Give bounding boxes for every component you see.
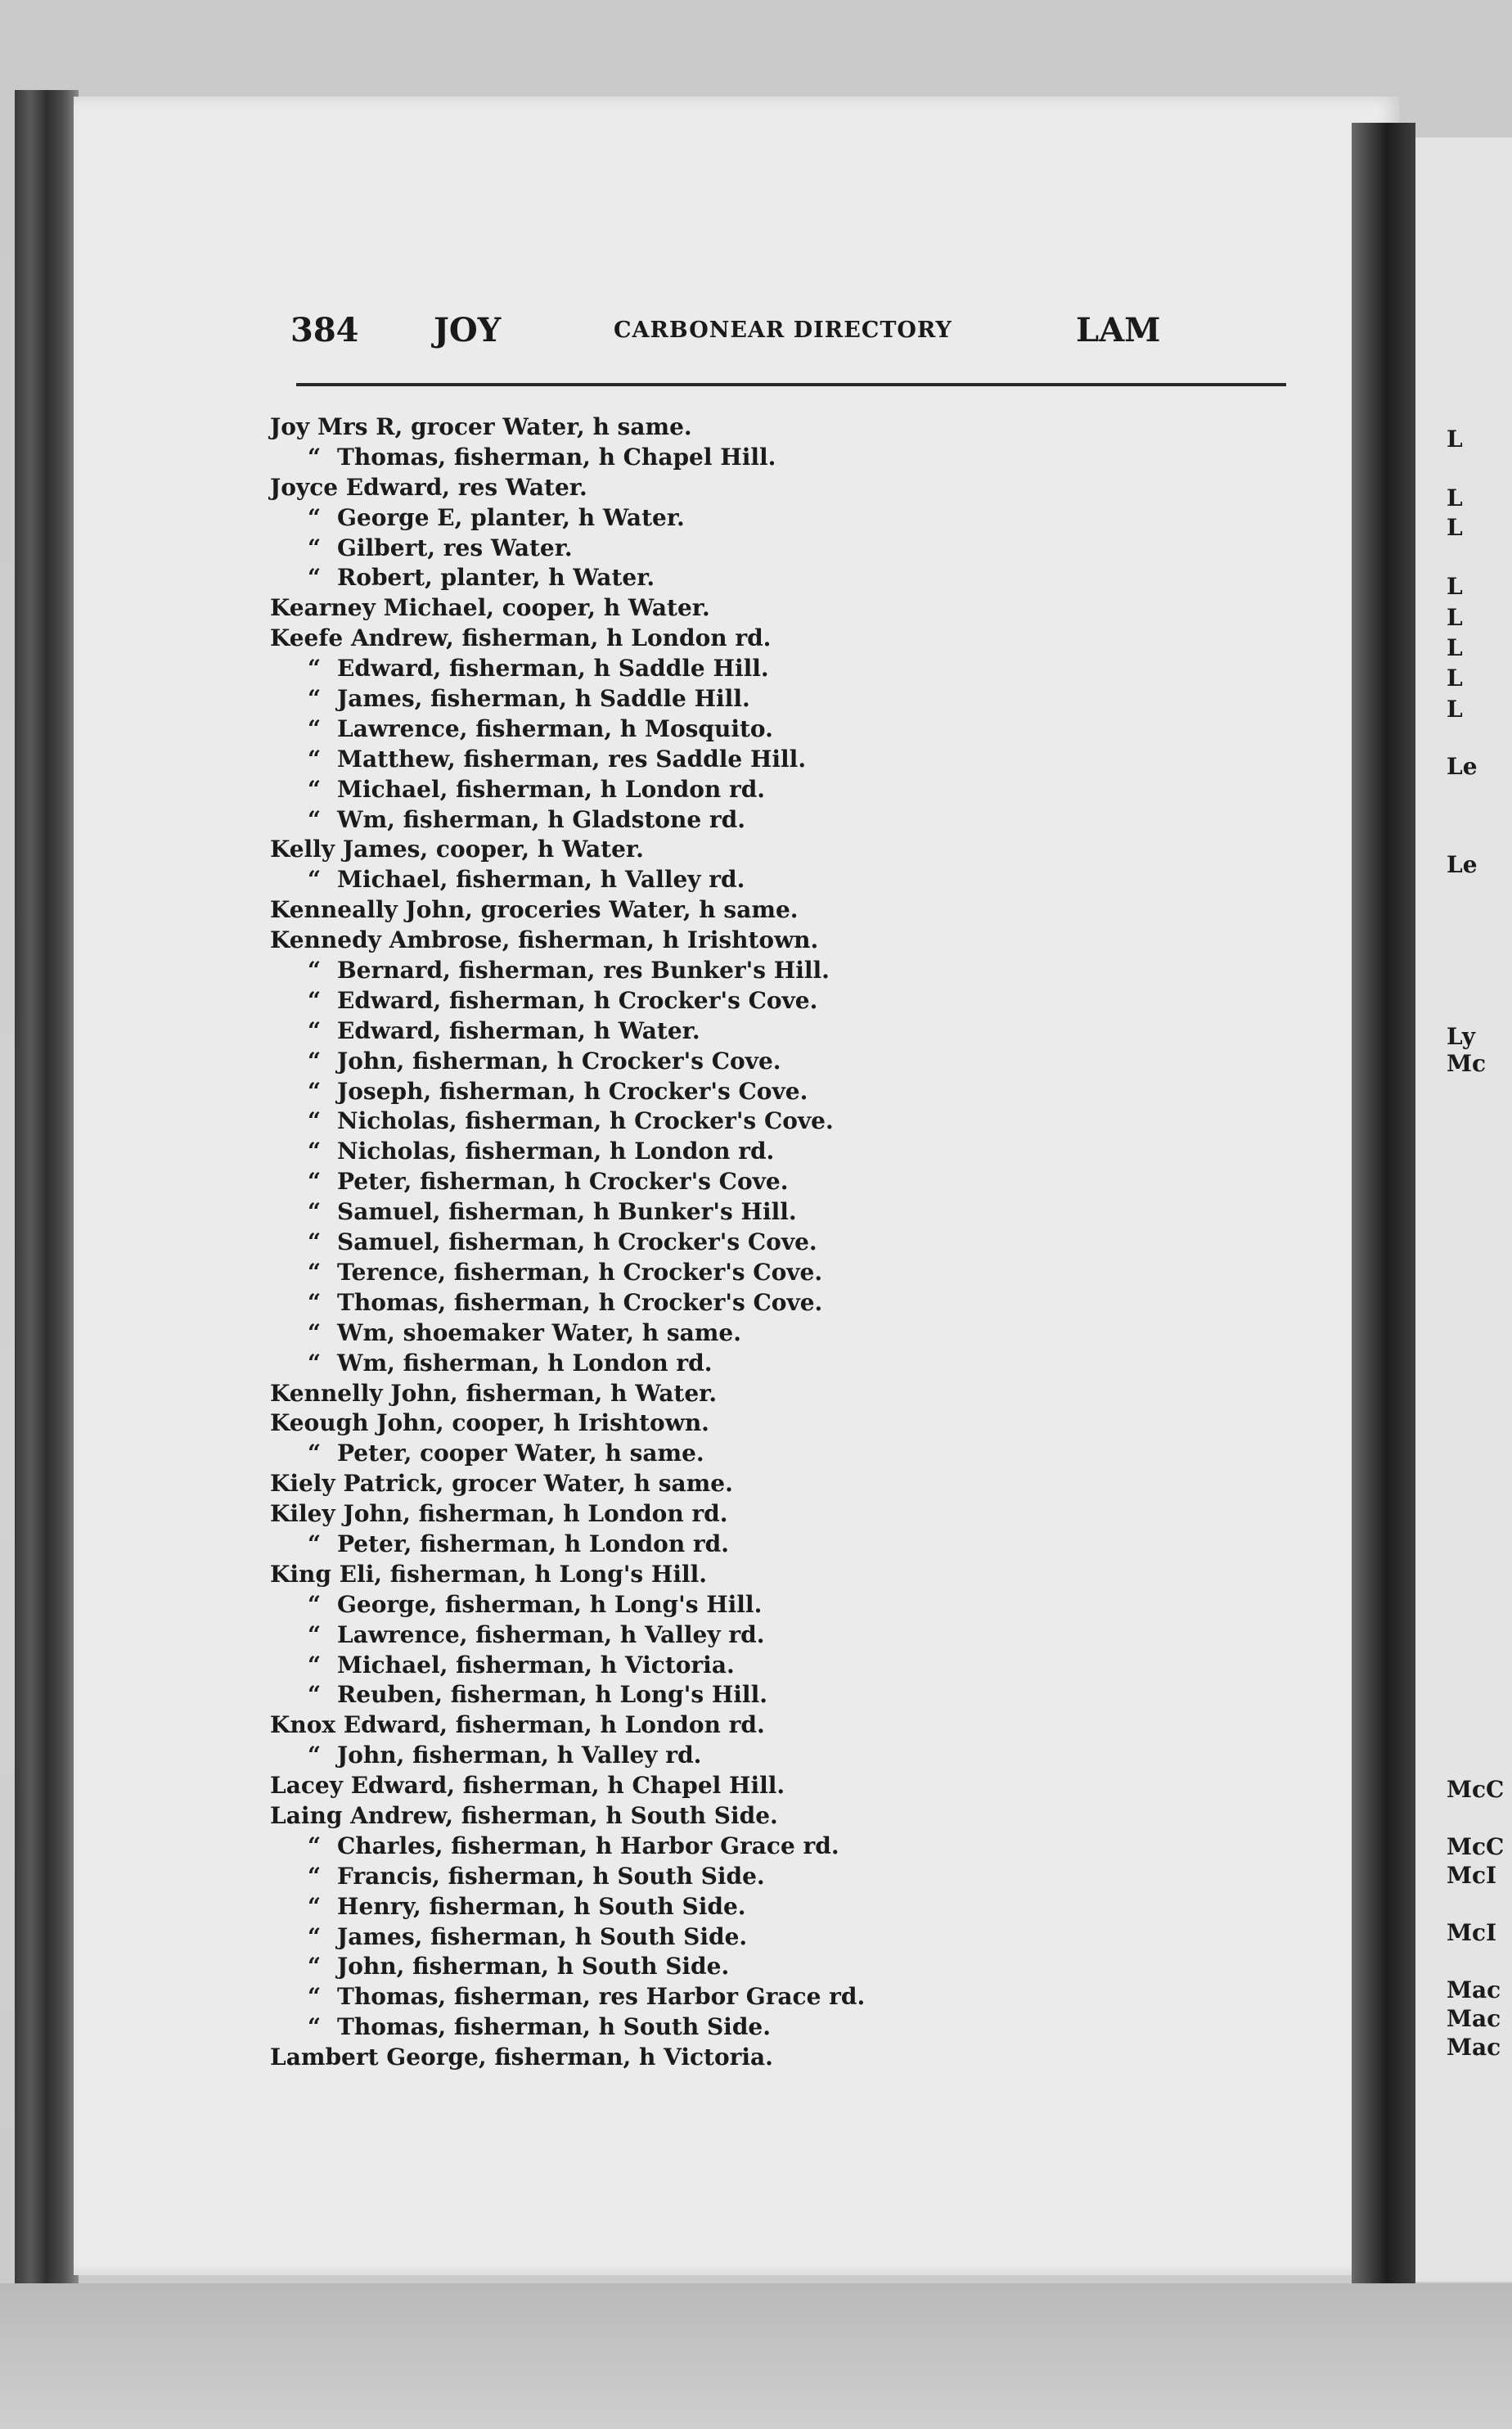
directory-entry: [270, 1469, 925, 1499]
entry-text: John, fisherman, h Crocker's Cove.: [337, 1047, 781, 1075]
entry-text: Joyce Edward, res Water.: [270, 473, 587, 501]
directory-entry: [270, 1862, 925, 1892]
ditto-mark: “: [308, 1077, 322, 1105]
facing-page-fragment: Mac: [1447, 2034, 1501, 2061]
entry-text: Thomas, fisherman, h Crocker's Cove.: [337, 1288, 823, 1316]
entry-text: Lawrence, fisherman, h Mosquito.: [337, 714, 773, 742]
entry-text: Terence, fisherman, h Crocker's Cove.: [337, 1258, 823, 1286]
entry-text: Charles, fisherman, h Harbor Grace rd.: [337, 1832, 839, 1859]
ditto-mark: “: [308, 1983, 322, 2011]
directory-entry: [270, 745, 925, 775]
ditto-mark: “: [308, 1440, 322, 1467]
directory-entry: [270, 563, 925, 593]
facing-page-fragment: McC: [1447, 1776, 1505, 1803]
directory-entry: [270, 1741, 925, 1771]
entry-text: Edward, fisherman, h Crocker's Cove.: [337, 986, 818, 1014]
entry-text: Samuel, fisherman, h Crocker's Cove.: [337, 1228, 817, 1256]
facing-page-fragment: Mac: [1447, 2005, 1501, 2032]
ditto-mark: “: [308, 1198, 322, 1226]
directory-entry: [270, 593, 925, 624]
directory-entry: [270, 1137, 925, 1167]
ditto-mark: “: [308, 1742, 322, 1769]
directory-entry: [270, 412, 925, 443]
directory-entry: [270, 1288, 925, 1318]
ditto-mark: “: [308, 1681, 322, 1709]
ditto-mark: “: [308, 1288, 322, 1316]
book-edge: [15, 90, 79, 2283]
entry-text: James, fisherman, h South Side.: [337, 1922, 748, 1950]
facing-page-fragment: L: [1447, 573, 1463, 600]
entry-text: Lacey Edward, fisherman, h Chapel Hill.: [270, 1772, 785, 1800]
directory-entry: [270, 1258, 925, 1288]
facing-page-fragment: McI: [1447, 1919, 1497, 1946]
entry-text: King Eli, fisherman, h Long's Hill.: [270, 1560, 708, 1588]
entry-text: Michael, fisherman, h Valley rd.: [337, 866, 745, 894]
entry-text: John, fisherman, h Valley rd.: [337, 1742, 702, 1769]
directory-entry: [270, 1408, 925, 1439]
entry-text: Robert, planter, h Water.: [337, 564, 655, 592]
directory-entry: [270, 1922, 925, 1953]
bottom-shadow: [0, 2283, 1512, 2429]
directory-entry: [270, 473, 925, 503]
ditto-mark: “: [308, 1318, 322, 1346]
directory-entry: [270, 1832, 925, 1862]
ditto-mark: “: [308, 805, 322, 833]
directory-entry: [270, 624, 925, 654]
entry-text: Wm, shoemaker Water, h same.: [337, 1318, 741, 1346]
entry-text: Joseph, fisherman, h Crocker's Cove.: [337, 1077, 808, 1105]
directory-entry: [270, 654, 925, 684]
entry-text: Kelly James, cooper, h Water.: [270, 836, 644, 863]
entry-text: Reuben, fisherman, h Long's Hill.: [337, 1681, 767, 1709]
directory-entry: [270, 1228, 925, 1258]
directory-entry: [270, 684, 925, 714]
entry-text: Wm, fisherman, h Gladstone rd.: [337, 805, 745, 833]
directory-entry: [270, 1952, 925, 1982]
entry-text: Thomas, fisherman, h Chapel Hill.: [337, 443, 776, 471]
ditto-mark: “: [308, 443, 322, 471]
facing-page-fragment: L: [1447, 514, 1463, 541]
ditto-mark: “: [308, 1168, 322, 1196]
directory-title: CARBONEAR DIRECTORY: [614, 318, 952, 343]
facing-page-fragments: [1447, 0, 1512, 2429]
ditto-mark: “: [308, 1107, 322, 1135]
ditto-mark: “: [308, 714, 322, 742]
ditto-mark: “: [308, 1258, 322, 1286]
entry-text: Peter, fisherman, h Crocker's Cove.: [337, 1168, 789, 1196]
directory-entry: [270, 1590, 925, 1620]
ditto-mark: “: [308, 1651, 322, 1679]
ditto-mark: “: [308, 1862, 322, 1890]
ditto-mark: “: [308, 1138, 322, 1165]
directory-entry: [270, 1047, 925, 1077]
directory-entry: [270, 775, 925, 805]
entry-text: Francis, fisherman, h South Side.: [337, 1862, 765, 1890]
entry-text: Lawrence, fisherman, h Valley rd.: [337, 1620, 765, 1648]
directory-entry: [270, 1801, 925, 1832]
book-gutter: [1352, 123, 1415, 2283]
directory-entry: [270, 1560, 925, 1590]
directory-entry: [270, 986, 925, 1016]
directory-entry: [270, 534, 925, 564]
ditto-mark: “: [308, 655, 322, 683]
entry-text: Thomas, fisherman, h South Side.: [337, 2013, 771, 2041]
entry-text: Kennelly John, fisherman, h Water.: [270, 1379, 718, 1407]
directory-entry: [270, 1680, 925, 1710]
entry-text: Henry, fisherman, h South Side.: [337, 1892, 746, 1920]
directory-entry: [270, 1349, 925, 1379]
directory-entry: [270, 443, 925, 473]
entry-text: George E, planter, h Water.: [337, 503, 685, 531]
ditto-mark: “: [308, 1922, 322, 1950]
ditto-mark: “: [308, 745, 322, 773]
entry-text: Kiley John, fisherman, h London rd.: [270, 1500, 728, 1528]
entry-text: Michael, fisherman, h Victoria.: [337, 1651, 735, 1679]
entry-text: James, fisherman, h Saddle Hill.: [337, 685, 750, 713]
directory-entry: [270, 1620, 925, 1651]
directory-entry: [270, 1318, 925, 1349]
ditto-mark: “: [308, 1620, 322, 1648]
ditto-mark: “: [308, 503, 322, 531]
directory-entry: [270, 1710, 925, 1741]
directory-entry: [270, 1016, 925, 1047]
directory-entry: [270, 1379, 925, 1409]
entry-text: Michael, fisherman, h London rd.: [337, 775, 766, 803]
ditto-mark: “: [308, 1016, 322, 1044]
ditto-mark: “: [308, 534, 322, 561]
ditto-mark: “: [308, 1953, 322, 1981]
directory-entry: [270, 1077, 925, 1107]
entry-text: Keough John, cooper, h Irishtown.: [270, 1409, 709, 1437]
facing-page-fragment: Mac: [1447, 1976, 1501, 2003]
entry-text: Edward, fisherman, h Water.: [337, 1016, 700, 1044]
ditto-mark: “: [308, 1892, 322, 1920]
directory-entry: [270, 2043, 925, 2073]
entry-text: Laing Andrew, fisherman, h South Side.: [270, 1801, 778, 1829]
ditto-mark: “: [308, 1590, 322, 1618]
directory-entry: [270, 1499, 925, 1530]
ditto-mark: “: [308, 986, 322, 1014]
entry-text: Nicholas, fisherman, h London rd.: [337, 1138, 775, 1165]
ditto-mark: “: [308, 2013, 322, 2041]
entry-text: Kennedy Ambrose, fisherman, h Irishtown.: [270, 926, 819, 954]
facing-page-fragment: Le: [1447, 753, 1478, 780]
facing-page-fragment: L: [1447, 604, 1463, 631]
entry-text: Samuel, fisherman, h Bunker's Hill.: [337, 1198, 797, 1226]
ditto-mark: “: [308, 1832, 322, 1859]
entry-text: George, fisherman, h Long's Hill.: [337, 1590, 763, 1618]
entry-text: Lambert George, fisherman, h Victoria.: [270, 2044, 773, 2071]
ditto-mark: “: [308, 1228, 322, 1256]
directory-entry: [270, 1167, 925, 1197]
directory-entry: [270, 2012, 925, 2043]
facing-page-fragment: Ly: [1447, 1023, 1475, 1050]
directory-entry: [270, 1651, 925, 1681]
directory-entry: [270, 714, 925, 745]
ditto-mark: “: [308, 1530, 322, 1557]
entry-text: Wm, fisherman, h London rd.: [337, 1349, 713, 1377]
entry-text: John, fisherman, h South Side.: [337, 1953, 730, 1981]
guide-word-right: LAM: [1076, 311, 1161, 349]
entry-text: Peter, cooper Water, h same.: [337, 1440, 704, 1467]
entry-text: Thomas, fisherman, res Harbor Grace rd.: [337, 1983, 866, 2011]
facing-page-fragment: L: [1447, 426, 1463, 453]
directory-entry: [270, 503, 925, 534]
running-head: [290, 311, 1285, 360]
guide-word-left: JOY: [434, 311, 502, 349]
directory-entry: [270, 835, 925, 865]
directory-entry: [270, 1530, 925, 1560]
facing-page-fragment: L: [1447, 484, 1463, 511]
entry-text: Kearney Michael, cooper, h Water.: [270, 594, 710, 622]
directory-entry: [270, 865, 925, 895]
directory-entry: [270, 805, 925, 836]
ditto-mark: “: [308, 775, 322, 803]
facing-page-fragment: Le: [1447, 851, 1478, 878]
ditto-mark: “: [308, 1047, 322, 1075]
page-number: 384: [290, 311, 359, 349]
entry-text: Bernard, fisherman, res Bunker's Hill.: [337, 957, 830, 985]
ditto-mark: “: [308, 685, 322, 713]
directory-entry: [270, 926, 925, 956]
facing-page-fragment: L: [1447, 665, 1463, 692]
entry-text: Knox Edward, fisherman, h London rd.: [270, 1711, 765, 1739]
directory-entry: [270, 1439, 925, 1469]
directory-entry: [270, 1892, 925, 1922]
directory-entry: [270, 1771, 925, 1801]
entry-text: Kiely Patrick, grocer Water, h same.: [270, 1470, 733, 1498]
entry-text: Kenneally John, groceries Water, h same.: [270, 896, 799, 924]
ditto-mark: “: [308, 957, 322, 985]
facing-page-fragment: McC: [1447, 1833, 1505, 1860]
facing-page-fragment: Mc: [1447, 1050, 1487, 1077]
facing-page-fragment: L: [1447, 696, 1463, 723]
entry-text: Edward, fisherman, h Saddle Hill.: [337, 655, 769, 683]
facing-page-fragment: L: [1447, 634, 1463, 661]
header-rule: [296, 383, 1286, 386]
ditto-mark: “: [308, 866, 322, 894]
entry-text: Joy Mrs R, grocer Water, h same.: [270, 413, 692, 440]
ditto-mark: “: [308, 564, 322, 592]
facing-page-fragment: McI: [1447, 1862, 1497, 1889]
entry-text: Matthew, fisherman, res Saddle Hill.: [337, 745, 807, 773]
entry-text: Gilbert, res Water.: [337, 534, 573, 561]
entry-text: Nicholas, fisherman, h Crocker's Cove.: [337, 1107, 834, 1135]
directory-entries: [270, 412, 925, 2073]
directory-entry: [270, 895, 925, 926]
directory-entry: [270, 1982, 925, 2012]
directory-entry: [270, 1106, 925, 1137]
ditto-mark: “: [308, 1349, 322, 1377]
entry-text: Peter, fisherman, h London rd.: [337, 1530, 730, 1557]
directory-entry: [270, 1197, 925, 1228]
entry-text: Keefe Andrew, fisherman, h London rd.: [270, 624, 772, 652]
directory-entry: [270, 956, 925, 986]
